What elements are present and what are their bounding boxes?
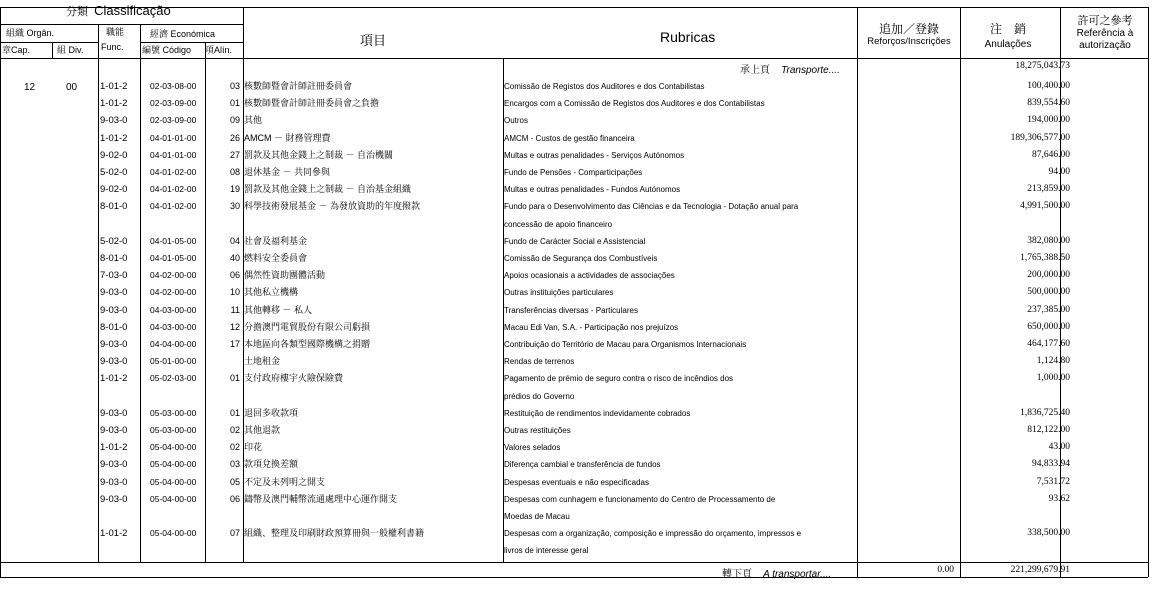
row-alinea: 17 <box>229 339 240 349</box>
transport-out-reforcos: 0.00 <box>937 565 954 575</box>
row-alinea: 06 <box>229 270 240 281</box>
header-functional: 職能 <box>105 27 124 37</box>
row-code: 04-01-02-00 <box>150 184 197 195</box>
row-item: 科學技術發展基金 － 為發放資助的年度撥款 <box>244 201 421 212</box>
row-alinea: 05 <box>229 476 240 487</box>
row-item: 退休基金 － 共同參與 <box>244 167 331 177</box>
table-row <box>0 267 1152 284</box>
row-func: 9-03-0 <box>100 287 128 299</box>
row-anulacao: 200,000.00 <box>1027 270 1070 281</box>
table-row <box>0 353 1152 370</box>
row-rubrica: Comissão de Segurança dos Combustíveis <box>504 254 658 263</box>
row-code: 05-04-00-00 <box>150 442 197 453</box>
row-alinea: 04 <box>229 235 240 246</box>
row-alinea: 10 <box>229 287 240 298</box>
row-anulacao: 194,000.00 <box>1027 115 1070 126</box>
row-item: 核數師暨會計師註冊委員會之負擔 <box>244 98 380 109</box>
row-code: 04-02-00-00 <box>150 270 197 281</box>
row-code: 04-01-05-00 <box>150 235 197 246</box>
header-alinea: 項Alín. <box>205 45 233 55</box>
row-func: 1-01-2 <box>100 373 128 385</box>
row-item: 罰款及其他金錢上之制裁 － 自治機關 <box>244 149 394 160</box>
row-code: 02-03-08-00 <box>150 81 197 91</box>
row-item: 款項兌換差額 <box>244 459 299 470</box>
row-alinea: 26 <box>229 132 240 143</box>
row-rubrica: Despesas com a organização, composição e impressão do orçamento, impressos e <box>504 529 802 539</box>
row-func: 9-03-0 <box>100 407 128 419</box>
row-anulacao: 87,646.00 <box>1032 149 1070 160</box>
row-alinea: 27 <box>229 149 240 160</box>
row-item: 本地區向各類型國際機構之捐贈 <box>244 339 371 349</box>
header-code: 編號 Código <box>142 45 192 55</box>
table-row <box>0 439 1152 456</box>
row-item: 其他 <box>244 115 263 126</box>
row-alinea: 08 <box>229 167 240 177</box>
row-alinea: 01 <box>229 98 240 109</box>
row-item: AMCM － 財務管理費 <box>244 132 331 143</box>
row-func: 9-03-0 <box>100 304 128 316</box>
row-func: 5-02-0 <box>100 235 128 247</box>
row-rubrica: Macau Edi Van, S.A. - Participação nos prejuízos <box>504 322 679 332</box>
row-func: 9-03-0 <box>100 339 128 350</box>
row-rubrica: Restituição de rendimentos indevidamente cobrados <box>504 408 691 418</box>
row-func: 8-01-0 <box>100 321 128 333</box>
row-code: 05-03-00-00 <box>150 425 197 435</box>
row-item: 燃料安全委員會 <box>244 253 308 263</box>
row-func: 8-01-0 <box>100 253 128 264</box>
line-header-bottom <box>0 58 1148 59</box>
row-code: 04-04-00-00 <box>150 339 197 349</box>
row-func: 1-01-2 <box>100 132 128 144</box>
row-rubrica: Fundo de Carácter Social e Assistencial <box>504 236 646 246</box>
row-func: 1-01-2 <box>100 98 128 110</box>
row-rubrica-continued: Moedas de Macau <box>504 511 570 521</box>
row-code: 05-04-00-00 <box>150 459 197 470</box>
transport-out: 轉下頁 A transportar.... <box>722 569 832 580</box>
row-item: 其他轉移 － 私人 <box>244 304 313 315</box>
row-rubrica: Comissão de Registos dos Auditores e dos Contabilistas <box>504 82 705 91</box>
row-item: 不定及未列明之開支 <box>244 476 326 487</box>
row-code: 04-01-05-00 <box>150 253 197 263</box>
row-func: 1-01-2 <box>100 442 128 454</box>
row-rubrica-continued: prédios do Governo <box>504 391 575 401</box>
row-func: 8-01-0 <box>100 201 128 213</box>
row-code: 04-01-01-00 <box>150 149 197 160</box>
row-anulacao: 382,080.00 <box>1027 235 1070 246</box>
row-item: 其他私立機構 <box>244 287 299 298</box>
row-code: 05-04-00-00 <box>150 528 197 539</box>
row-item: 退回多收款項 <box>244 407 299 418</box>
row-item: 印花 <box>244 442 263 453</box>
row-code: 04-02-00-00 <box>150 287 197 298</box>
header-item-zh: 項目 <box>360 33 387 48</box>
row-rubrica: Outras restituições <box>504 426 571 435</box>
row-code: 04-03-00-00 <box>150 304 197 315</box>
row-func: 9-03-0 <box>100 493 128 505</box>
row-rubrica: Contribuição do Território de Macau para Organismos Internacionais <box>504 340 747 349</box>
table-row <box>0 147 1152 164</box>
row-item: 支付政府樓宇火險保險費 <box>244 373 344 384</box>
header-division: 組 Div. <box>57 45 84 55</box>
row-rubrica-continued: livros de interesse geral <box>504 546 589 556</box>
row-anulacao: 338,500.00 <box>1027 528 1070 539</box>
row-code: 02-03-09-00 <box>150 115 197 126</box>
division-code: 00 <box>66 82 78 93</box>
row-rubrica: Apoios ocasionais a actividades de associações <box>504 271 675 281</box>
row-alinea: 07 <box>229 528 240 539</box>
table-row <box>0 336 1152 353</box>
table-row <box>0 284 1152 301</box>
header-rubricas: Rubricas <box>660 29 716 45</box>
row-alinea: 40 <box>229 253 240 263</box>
row-item: 分擔澳門電貿股份有限公司虧損 <box>244 321 371 332</box>
line-header-sub <box>0 42 98 43</box>
row-func: 5-02-0 <box>100 167 128 178</box>
row-code: 05-03-00-00 <box>150 407 197 418</box>
row-alinea: 02 <box>229 425 240 435</box>
row-item: 偶然性資助團體活動 <box>244 270 326 281</box>
row-func: 9-02-0 <box>100 184 128 196</box>
row-alinea: 02 <box>229 442 240 453</box>
row-alinea: 11 <box>230 304 240 315</box>
row-anulacao: 1,000.00 <box>1036 373 1070 384</box>
row-rubrica: Encargos com a Comissão de Registos dos Auditores e dos Contabilistas <box>504 99 765 109</box>
row-func: 9-03-0 <box>100 425 128 436</box>
row-anulacao: 43.00 <box>1048 442 1070 453</box>
row-func: 1-01-2 <box>100 81 128 92</box>
header-functional-pt: Func. <box>101 42 124 52</box>
table-row <box>0 198 1152 229</box>
table-row <box>0 250 1152 267</box>
row-code: 05-04-00-00 <box>150 476 197 487</box>
header-chapter: 章Cap. <box>2 45 31 55</box>
line-page-bottom <box>0 577 1148 578</box>
header-organic: 組織 Orgân. <box>6 28 55 38</box>
row-anulacao: 1,765,388.50 <box>1020 253 1070 263</box>
table-row <box>0 491 1152 521</box>
row-anulacao: 94.00 <box>1048 167 1070 177</box>
transport-in: 承上頁 Transporte.... <box>740 65 840 76</box>
line-header-sub2 <box>140 42 243 43</box>
row-rubrica: Fundo para o Desenvolvimento das Ciências e da Tecnologia - Dotação anual para <box>504 202 799 212</box>
row-code: 02-03-09-00 <box>150 98 197 109</box>
row-code: 05-02-03-00 <box>150 373 197 384</box>
row-item: 其他退款 <box>244 425 281 435</box>
table-row <box>0 130 1152 147</box>
table-row <box>0 78 1152 95</box>
table-row <box>0 233 1152 250</box>
row-anulacao: 94,833.94 <box>1032 459 1070 470</box>
row-func: 7-03-0 <box>100 270 128 282</box>
row-rubrica: Multas e outras penalidades - Fundos Autónomos <box>504 185 681 195</box>
row-item: 罰款及其他金錢上之制裁 － 自治基金組織 <box>244 184 412 195</box>
row-rubrica: Despesas eventuais e não especificadas <box>504 477 649 487</box>
row-anulacao: 1,124.80 <box>1036 356 1070 367</box>
table-row <box>0 456 1152 473</box>
line-class-sub <box>0 24 243 25</box>
transport-out-anulacoes: 221,299,679.91 <box>1010 565 1070 575</box>
row-code: 04-01-02-00 <box>150 201 197 212</box>
row-code: 04-03-00-00 <box>150 321 197 332</box>
row-item: 土地租金 <box>244 356 281 367</box>
row-rubrica: Outras instituições particulares <box>504 288 614 298</box>
row-anulacao: 100,400.00 <box>1027 81 1070 91</box>
classification-pt: Classificação <box>94 3 171 18</box>
row-anulacao: 500,000.00 <box>1027 287 1070 298</box>
row-func: 9-03-0 <box>100 459 128 471</box>
row-rubrica: Fundo de Pensões - Comparticipações <box>504 168 643 177</box>
row-anulacao: 812,122.00 <box>1027 425 1070 435</box>
row-code: 04-01-01-00 <box>150 132 197 143</box>
row-rubrica: AMCM - Custos de gestão financeira <box>504 133 635 143</box>
row-rubrica: Diferença cambial e transferência de fundos <box>504 460 661 470</box>
row-rubrica: Multas e outras penalidades - Serviços Autónomos <box>504 150 685 160</box>
row-func: 1-01-2 <box>100 528 128 540</box>
table-row <box>0 474 1152 491</box>
table-row <box>0 112 1152 129</box>
row-anulacao: 213,859.00 <box>1027 184 1070 195</box>
row-anulacao: 4,991,500.00 <box>1020 201 1070 212</box>
transport-in-anulacoes: 18,275,043.73 <box>1015 61 1070 71</box>
row-anulacao: 189,306,577.00 <box>1010 132 1070 143</box>
row-alinea: 03 <box>229 459 240 470</box>
chapter-code: 12 <box>24 82 36 93</box>
row-rubrica: Despesas com cunhagem e funcionamento do Centro de Processamento de <box>504 494 776 504</box>
row-code: 05-01-00-00 <box>150 356 197 367</box>
row-func: 9-03-0 <box>100 476 128 488</box>
row-rubrica: Pagamento de prémio de seguro contra o risco de incêndios dos <box>504 374 734 384</box>
row-anulacao: 464,177.60 <box>1027 339 1070 349</box>
row-func: 9-02-0 <box>100 149 128 161</box>
row-alinea: 01 <box>229 373 240 384</box>
table-row <box>0 319 1152 336</box>
row-item: 鑄幣及澳門輔幣流通處理中心運作開支 <box>244 493 398 504</box>
table-row <box>0 181 1152 198</box>
row-alinea: 12 <box>229 321 240 332</box>
row-item: 組織、整理及印刷財政預算冊與一般權利書籍 <box>244 528 425 539</box>
row-alinea: 03 <box>229 81 240 91</box>
row-rubrica: Rendas de terrenos <box>504 357 575 367</box>
line-top-class <box>0 7 243 8</box>
row-alinea: 01 <box>229 407 240 418</box>
classification-zh: 分類 <box>66 6 88 18</box>
row-anulacao: 7,531.72 <box>1036 476 1070 487</box>
row-rubrica: Transferências diversas - Particulares <box>504 305 638 315</box>
table-row <box>0 95 1152 112</box>
row-alinea: 06 <box>229 493 240 504</box>
row-alinea: 30 <box>229 201 240 212</box>
header-referencia: 許可之參考 Referência à autorização <box>1076 15 1134 51</box>
row-anulacao: 93.62 <box>1048 493 1070 504</box>
line-transport-top <box>0 562 1148 563</box>
table-row <box>0 302 1152 319</box>
row-anulacao: 237,385.00 <box>1027 304 1070 315</box>
table-row <box>0 525 1152 556</box>
row-code: 05-04-00-00 <box>150 493 197 504</box>
table-row <box>0 405 1152 422</box>
line-header-top-right <box>243 7 1148 8</box>
row-rubrica-continued: concessão de apoio financeiro <box>504 219 613 229</box>
row-func: 9-03-0 <box>100 115 128 127</box>
table-row <box>0 370 1152 401</box>
header-reforcos: 追加／登錄 Reforços/Inscrições <box>867 22 951 47</box>
table-row <box>0 422 1152 439</box>
row-anulacao: 650,000.00 <box>1027 321 1070 332</box>
header-anulacoes: 注 銷 Anulações <box>984 22 1032 50</box>
row-rubrica: Outros <box>504 116 529 126</box>
table-row <box>0 164 1152 181</box>
row-func: 9-03-0 <box>100 356 128 368</box>
row-item: 社會及福利基金 <box>244 235 308 246</box>
row-rubrica: Valores selados <box>504 443 561 453</box>
row-alinea: 09 <box>229 115 240 126</box>
vline-cap <box>52 42 53 59</box>
row-item: 核數師暨會計師註冊委員會 <box>244 81 353 91</box>
row-alinea: 19 <box>229 184 240 195</box>
header-economic: 經濟 Económica <box>150 29 216 39</box>
row-anulacao: 839,554.60 <box>1027 98 1070 109</box>
row-anulacao: 1,836,725.40 <box>1020 407 1070 418</box>
row-code: 04-01-02-00 <box>150 167 197 177</box>
